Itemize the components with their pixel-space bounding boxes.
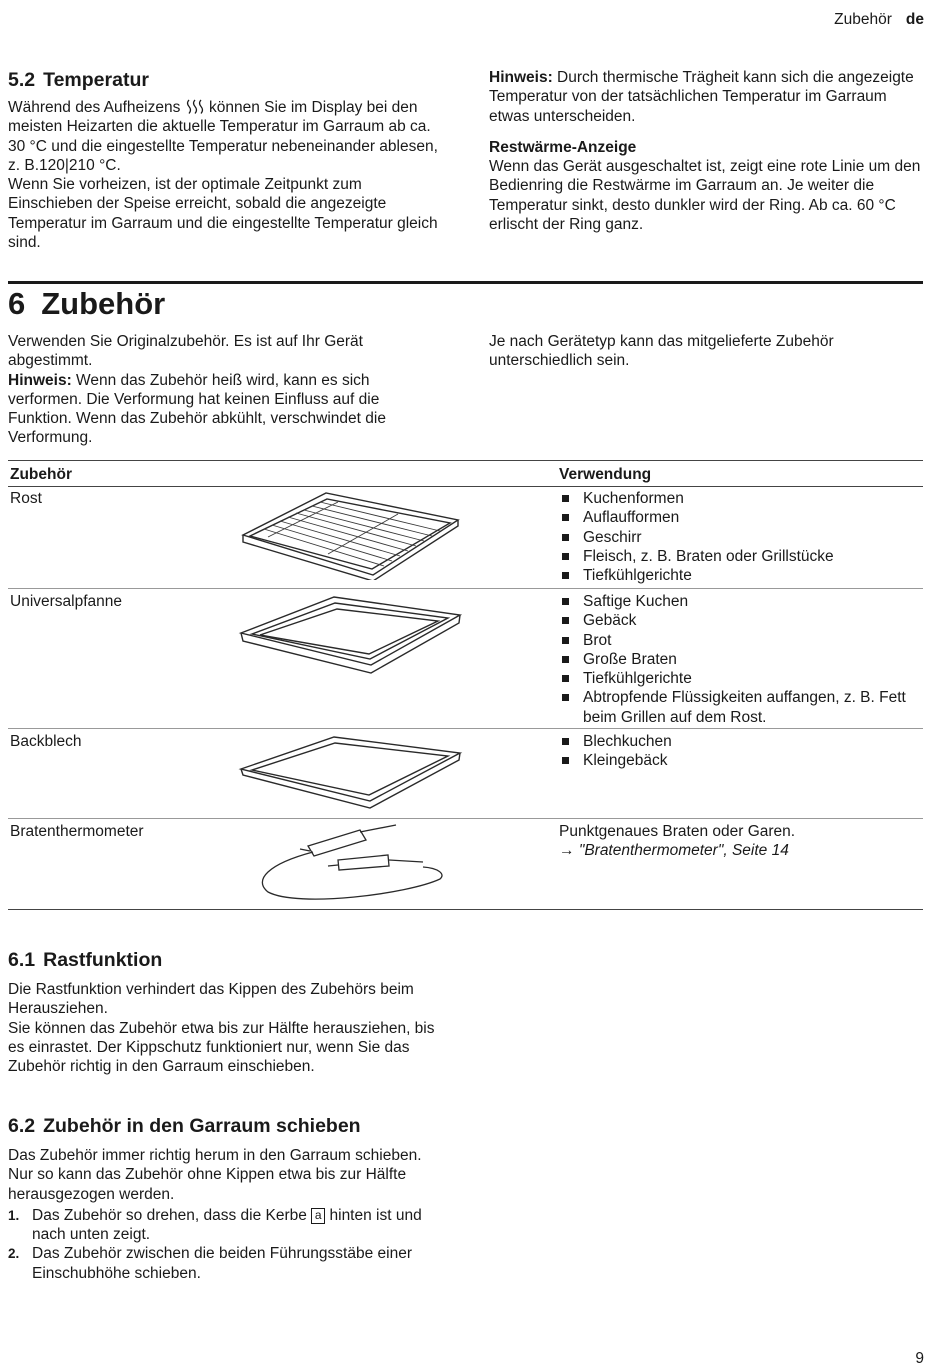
note-text: Wenn das Zubehör heiß wird, kann es sich verformen. Die Verformung hat keinen Einfluss auf die Funktion. Wenn das Zubehör abkühlt, verschwindet die Verformung. xyxy=(8,371,386,447)
section-6-1-heading xyxy=(8,948,440,972)
list-item: Geschirr xyxy=(559,528,919,547)
table-row-baking-tray-name: Backblech xyxy=(10,733,82,750)
text-run: Während des Aufheizens xyxy=(8,99,181,116)
section-number: 6.1 xyxy=(8,949,36,971)
header-section: Zubehör xyxy=(834,11,892,28)
step-item xyxy=(8,1244,440,1283)
chapter-6-intro xyxy=(8,332,440,448)
step-text: hinten ist und nach unten zeigt. xyxy=(32,1206,422,1244)
temperature-note xyxy=(489,68,921,126)
list-item: Kleingebäck xyxy=(559,751,919,770)
baking-tray-usage-list xyxy=(559,732,919,771)
table-row-pan-name: Universalpfanne xyxy=(10,593,123,610)
table-top-rule xyxy=(8,460,923,461)
table-row-thermometer-name: Bratenthermometer xyxy=(10,823,144,840)
table-row-divider xyxy=(8,588,923,589)
table-bottom-rule xyxy=(8,909,923,910)
notch-marker-label: a xyxy=(311,1208,325,1224)
baking-tray-image xyxy=(238,733,463,813)
page-number: 9 xyxy=(915,1350,924,1367)
list-item: Tiefkühlgerichte xyxy=(559,669,919,688)
page-reference-link[interactable]: "Bratenthermometer", Seite 14 xyxy=(578,842,789,860)
table-header-usage: Verwendung xyxy=(559,466,652,483)
note-text: Durch thermische Trägheit kann sich die angezeigte Temperatur von der tatsächlichen Temperatur im Garraum etwas unterscheiden. xyxy=(489,69,914,125)
meat-thermometer-image xyxy=(238,822,448,902)
table-row-divider xyxy=(8,818,923,819)
step-number: 1. xyxy=(8,1207,20,1223)
list-item: Kuchenformen xyxy=(559,489,919,508)
thermometer-usage-text: Punktgenaues Braten oder Garen. xyxy=(559,823,796,840)
section-6-2-heading xyxy=(8,1114,440,1138)
list-item: Saftige Kuchen xyxy=(559,592,919,611)
step-text: Das Zubehör so drehen, dass die Kerbe xyxy=(32,1206,307,1224)
step-number: 2. xyxy=(8,1246,20,1262)
table-header-accessory: Zubehör xyxy=(10,466,72,483)
section-title: Zubehör in den Garraum schieben xyxy=(43,1115,361,1137)
note-label: Hinweis: xyxy=(489,69,553,86)
heating-symbol-icon xyxy=(185,99,205,114)
section-number: 5.2 xyxy=(8,69,36,91)
locking-paragraph-1: Die Rastfunktion verhindert das Kippen des Zubehörs beim Herausziehen. xyxy=(8,981,414,1018)
note-label: Hinweis: xyxy=(8,371,72,389)
chapter-6-heading-wrap xyxy=(8,286,165,322)
table-header-rule xyxy=(8,486,923,487)
section-5-2-heading xyxy=(8,68,440,92)
thermometer-cross-reference[interactable] xyxy=(559,841,919,860)
section-number: 6.2 xyxy=(8,1115,36,1137)
list-item: Auflaufformen xyxy=(559,508,919,527)
section-title: Temperatur xyxy=(43,69,149,91)
list-item: Abtropfende Flüssigkeiten auffangen, z. B. Fett beim Grillen auf dem Rost. xyxy=(559,688,919,727)
thermometer-usage xyxy=(559,822,919,861)
section-5-2-right-column xyxy=(489,68,921,234)
list-item: Tiefkühlgerichte xyxy=(559,566,919,585)
step-text: Das Zubehör zwischen die beiden Führungsstäbe einer Einschubhöhe schieben. xyxy=(32,1245,412,1282)
temperature-paragraph-1 xyxy=(8,98,440,175)
accessory-note xyxy=(8,371,440,448)
list-item: Große Braten xyxy=(559,650,919,669)
rost-usage-list xyxy=(559,489,919,585)
list-item: Blechkuchen xyxy=(559,732,919,751)
table-row-divider xyxy=(8,728,923,729)
section-6-1 xyxy=(8,948,440,1076)
temperature-paragraph-2: Wenn Sie vorheizen, ist der optimale Zeitpunkt zum Einschieben der Speise erreicht, sobald die angezeigte Temperatur im Garraum und die eingestellte Temperatur gleich sind. xyxy=(8,176,438,252)
chapter-number: 6 xyxy=(8,286,26,321)
list-item: Fleisch, z. B. Braten oder Grillstücke xyxy=(559,547,919,566)
chapter-divider xyxy=(8,281,923,284)
accessory-variation-text: Je nach Gerätetyp kann das mitgelieferte Zubehör unterschiedlich sein. xyxy=(489,333,834,370)
chapter-heading xyxy=(8,286,165,322)
insert-paragraph: Das Zubehör immer richtig herum in den Garraum schieben. Nur so kann das Zubehör ohne Kippen etwa bis zur Hälfte herausgezogen werden. xyxy=(8,1147,422,1203)
running-header xyxy=(834,10,924,29)
header-language: de xyxy=(905,11,924,28)
arrow-right-icon: → xyxy=(559,842,575,860)
text-run: können Sie im Display bei den meisten Heizarten die aktuelle Temperatur im Garraum ab ca. 30 °C und die eingestellte Temperatur nebeneinander ablesen, z. B.120|210 °C. xyxy=(8,99,438,174)
locking-paragraph-2: Sie können das Zubehör etwa bis zur Hälfte herausziehen, bis es einrastet. Der Kippschutz funktioniert nur, wenn Sie das Zubehör richtig in den Garraum einschieben. xyxy=(8,1019,435,1076)
table-row-rost-name: Rost xyxy=(10,490,42,507)
insert-steps xyxy=(8,1206,440,1283)
residual-heat-heading: Restwärme-Anzeige xyxy=(489,138,637,156)
list-item: Brot xyxy=(559,631,919,650)
intro-text: Verwenden Sie Originalzubehör. Es ist auf Ihr Gerät abgestimmt. xyxy=(8,333,363,370)
chapter-title: Zubehör xyxy=(41,286,166,321)
residual-heat-text: Wenn das Gerät ausgeschaltet ist, zeigt eine rote Linie um den Bedienring die Restwärme im Garraum an. Je weiter die Temperatur sinkt, desto dunkler wird der Ring. Ab ca. 60 °C erlischt der Ring ganz. xyxy=(489,158,921,234)
section-6-2 xyxy=(8,1114,440,1283)
list-item: Gebäck xyxy=(559,611,919,630)
pan-usage-list xyxy=(559,592,919,727)
section-title: Rastfunktion xyxy=(43,949,163,971)
section-5-2 xyxy=(8,68,440,252)
step-item xyxy=(8,1206,440,1245)
chapter-6-intro-right xyxy=(489,332,921,371)
universal-pan-image xyxy=(238,593,463,678)
oven-rack-image xyxy=(238,490,463,580)
